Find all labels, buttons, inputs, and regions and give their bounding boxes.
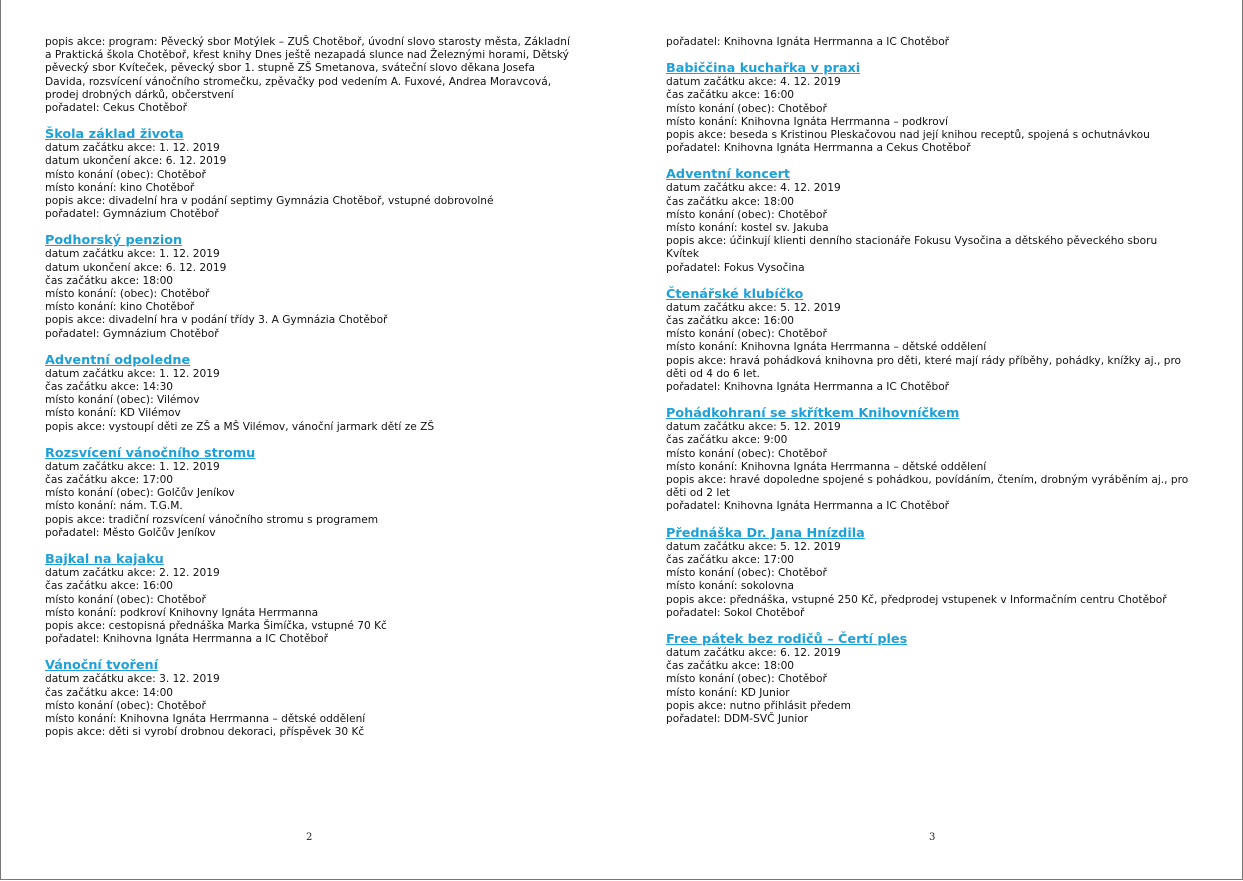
event-detail-line: datum začátku akce: 1. 12. 2019	[45, 367, 220, 380]
event-detail-line: datum začátku akce: 5. 12. 2019	[666, 301, 841, 314]
event-detail-line: datum ukončení akce: 6. 12. 2019	[45, 155, 227, 168]
event-detail-line: datum začátku akce: 5. 12. 2019	[666, 540, 841, 553]
event-detail-line: čas začátku akce: 16:00	[45, 580, 174, 593]
event-detail-line: místo konání (obec): Chotěboř	[45, 168, 206, 181]
event-detail-line: čas začátku akce: 9:00	[666, 434, 788, 447]
event-detail-line: pořadatel: Knihovna Ignáta Herrmanna a IC Chotěboř	[666, 381, 950, 394]
event-detail-line: místo konání: (obec): Chotěboř	[45, 288, 210, 301]
event-detail-line: místo konání (obec): Golčův Jeníkov	[45, 487, 235, 500]
event-detail-line: místo konání: kostel sv. Jakuba	[666, 222, 829, 235]
event-title-link[interactable]: Přednáška Dr. Jana Hnízdila	[666, 525, 865, 541]
page-number-left: 2	[306, 832, 313, 843]
event-detail-line: pořadatel: Gymnázium Chotěboř	[45, 208, 219, 221]
event-detail-line: místo konání: Knihovna Ignáta Herrmanna – podkroví	[666, 115, 949, 128]
page-number-right: 3	[929, 832, 936, 843]
continued-text-line: popis akce: program: Pěvecký sbor Motýlek – ZUŠ Chotěboř, úvodní slovo starosty města, Základní	[45, 36, 570, 48]
event-detail-line: místo konání (obec): Chotěboř	[45, 699, 206, 712]
event-block	[666, 632, 1236, 726]
event-detail-line: popis akce: divadelní hra v podání septimy Gymnázia Chotěboř, vstupné dobrovolné	[45, 195, 494, 208]
event-block	[666, 61, 1236, 155]
event-detail-line: datum začátku akce: 1. 12. 2019	[45, 142, 220, 155]
event-detail-line: místo konání (obec): Chotěboř	[45, 593, 206, 606]
event-detail-line: čas začátku akce: 18:00	[666, 195, 795, 208]
event-detail-line: datum začátku akce: 6. 12. 2019	[666, 646, 841, 659]
event-detail-line: popis akce: vystoupí děti ze ZŠ a MŠ Vilémov, vánoční jarmark dětí ze ZŠ	[45, 420, 435, 433]
event-title-link[interactable]: Adventní odpoledne	[45, 352, 191, 368]
right-page	[666, 36, 1236, 726]
event-detail-line: Kvítek	[666, 248, 699, 261]
left-page	[45, 36, 615, 739]
event-title-link[interactable]: Pohádkohraní se skřítkem Knihovníčkem	[666, 406, 960, 422]
event-detail-line: popis akce: tradiční rozsvícení vánočního stromu s programem	[45, 513, 379, 526]
continued-text-line: a Praktická škola Chotěboř, křest knihy Dnes ještě nezapadá slunce nad Železnými horami, Dětský	[45, 49, 569, 62]
event-detail-line: místo konání (obec): Chotěboř	[666, 567, 827, 580]
event-block	[45, 552, 615, 646]
event-detail-line: popis akce: beseda s Kristinou Pleskačovou nad její knihou receptů, spojená s ochutnávkou	[666, 129, 1150, 142]
event-detail-line: čas začátku akce: 18:00	[666, 660, 795, 673]
event-block	[45, 446, 615, 540]
continued-text-line: Davida, rozsvícení vánočního stromečku, zpěvačky pod vedením A. Fuxové, Andrea Moravcová,	[45, 75, 552, 88]
event-detail-line: místo konání (obec): Chotěboř	[666, 673, 827, 686]
event-detail-line: popis akce: nutno přihlásit předem	[666, 699, 851, 712]
event-detail-line: místo konání (obec): Chotěboř	[666, 328, 827, 341]
event-detail-line: místo konání (obec): Chotěboř	[666, 447, 827, 460]
event-title-link[interactable]: Čtenářské klubíčko	[666, 286, 804, 302]
event-title-link[interactable]: Podhorský penzion	[45, 233, 183, 249]
event-detail-line: popis akce: hravé dopoledne spojené s pohádkou, povídáním, čtením, drobným vyráběním aj., pro	[666, 474, 1189, 487]
event-detail-line: pořadatel: Sokol Chotěboř	[666, 606, 805, 619]
event-detail-line: místo konání (obec): Vilémov	[45, 394, 200, 407]
event-detail-line: popis akce: divadelní hra v podání třídy 3. A Gymnázia Chotěboř	[45, 314, 388, 327]
event-detail-line: čas začátku akce: 16:00	[666, 89, 795, 102]
event-detail-line: děti od 2 let	[666, 487, 731, 500]
event-title-link[interactable]: Vánoční tvoření	[45, 658, 159, 674]
event-detail-line: čas začátku akce: 18:00	[45, 274, 174, 287]
event-detail-line: místo konání: podkroví Knihovny Ignáta Herrmanna	[45, 606, 319, 619]
event-detail-line: místo konání: KD Junior	[666, 686, 790, 699]
event-detail-line: místo konání: Knihovna Ignáta Herrmanna – dětské oddělení	[45, 712, 366, 725]
event-title-link[interactable]: Rozsvícení vánočního stromu	[45, 445, 256, 461]
event-detail-line: datum začátku akce: 2. 12. 2019	[45, 567, 220, 580]
event-detail-line: popis akce: přednáška, vstupné 250 Kč, předprodej vstupenek v Informačním centru Chotěboř	[666, 593, 1167, 606]
event-detail-line: čas začátku akce: 17:00	[45, 474, 174, 487]
event-detail-line: místo konání: nám. T.G.M.	[45, 500, 183, 513]
event-detail-line: místo konání (obec): Chotěboř	[666, 208, 827, 221]
event-detail-line: pořadatel: Knihovna Ignáta Herrmanna a IC Chotěboř	[45, 633, 329, 646]
event-detail-line: děti od 4 do 6 let.	[666, 367, 761, 380]
event-detail-line: popis akce: hravá pohádková knihovna pro děti, které mají rády příběhy, pohádky, knížky aj., pro	[666, 354, 1182, 367]
event-detail-line: místo konání: kino Chotěboř	[45, 181, 195, 194]
event-detail-line: místo konání: sokolovna	[666, 580, 794, 593]
event-detail-line: datum začátku akce: 5. 12. 2019	[666, 421, 841, 434]
event-detail-line: datum začátku akce: 1. 12. 2019	[45, 248, 220, 261]
event-detail-line: místo konání: KD Vilémov	[45, 407, 181, 420]
event-title-link[interactable]: Škola základ života	[45, 127, 184, 143]
event-block	[666, 287, 1236, 394]
event-detail-line: datum začátku akce: 1. 12. 2019	[45, 460, 220, 473]
event-title-link[interactable]: Free pátek bez rodičů – Čertí ples	[666, 631, 908, 647]
event-detail-line: popis akce: účinkují klienti denního stacionáře Fokusu Vysočina a dětského pěveckého sboru	[666, 235, 1158, 248]
event-detail-line: čas začátku akce: 17:00	[666, 553, 795, 566]
continued-text-line: pořadatel: Cekus Chotěboř	[45, 102, 187, 115]
event-block	[666, 406, 1236, 513]
event-detail-line: popis akce: cestopisná přednáška Marka Šimíčka, vstupné 70 Kč	[45, 619, 387, 632]
event-detail-line: místo konání: kino Chotěboř	[45, 301, 195, 314]
event-detail-line: místo konání: Knihovna Ignáta Herrmanna – dětské oddělení	[666, 460, 987, 473]
continued-text-line: pěvecký sbor Kvíteček, pěvecký sbor 1. stupně ZŠ Smetanova, sváteční slovo děkana Josefa	[45, 62, 535, 75]
event-title-link[interactable]: Adventní koncert	[666, 167, 791, 183]
event-title-link[interactable]: Bajkal na kajaku	[45, 552, 164, 568]
event-detail-line: pořadatel: Knihovna Ignáta Herrmanna a IC Chotěboř	[666, 500, 950, 513]
event-detail-line: datum ukončení akce: 6. 12. 2019	[45, 261, 227, 274]
event-detail-line: místo konání (obec): Chotěboř	[666, 102, 827, 115]
event-detail-line: pořadatel: Město Golčův Jeníkov	[45, 526, 216, 539]
event-detail-line: čas začátku akce: 14:30	[45, 381, 174, 394]
continued-text-line: pořadatel: Knihovna Ignáta Herrmanna a IC Chotěboř	[666, 36, 950, 48]
event-detail-line: pořadatel: Gymnázium Chotěboř	[45, 327, 219, 340]
event-detail-line: datum začátku akce: 4. 12. 2019	[666, 76, 841, 89]
event-detail-line: datum začátku akce: 4. 12. 2019	[666, 182, 841, 195]
event-detail-line: pořadatel: DDM-SVČ Junior	[666, 712, 809, 725]
event-detail-line: čas začátku akce: 14:00	[45, 686, 174, 699]
event-detail-line: pořadatel: Knihovna Ignáta Herrmanna a Cekus Chotěboř	[666, 142, 971, 155]
continued-text-line: prodej drobných dárků, občerstvení	[45, 88, 234, 101]
event-detail-line: pořadatel: Fokus Vysočina	[666, 261, 805, 274]
event-detail-line: popis akce: děti si vyrobí drobnou dekoraci, příspěvek 30 Kč	[45, 726, 365, 739]
event-block	[666, 167, 1236, 274]
event-block	[45, 127, 615, 221]
event-detail-line: čas začátku akce: 16:00	[666, 315, 795, 328]
event-block	[45, 353, 615, 434]
event-block	[45, 233, 615, 340]
event-detail-line: datum začátku akce: 3. 12. 2019	[45, 673, 220, 686]
event-block	[666, 526, 1236, 620]
event-detail-line: místo konání: Knihovna Ignáta Herrmanna – dětské oddělení	[666, 341, 987, 354]
event-title-link[interactable]: Babiččina kuchařka v praxi	[666, 61, 861, 77]
event-block	[45, 658, 615, 739]
